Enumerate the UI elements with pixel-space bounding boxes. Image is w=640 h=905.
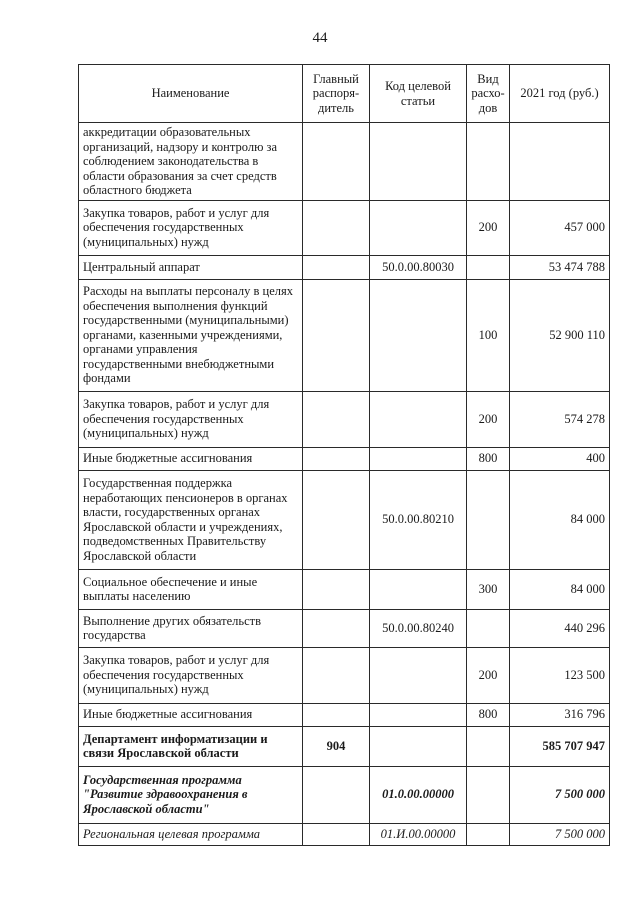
row-amount: 316 796 (510, 703, 610, 726)
row-manager (303, 391, 370, 447)
header-target-code: Код целевой статьи (370, 65, 467, 123)
row-amount: 84 000 (510, 470, 610, 569)
header-main-manager: Главный распоря-дитель (303, 65, 370, 123)
table-row (79, 279, 610, 391)
row-manager: 904 (303, 726, 370, 766)
row-manager (303, 569, 370, 609)
row-type (467, 766, 510, 823)
row-name: Расходы на выплаты персоналу в целях обеспечения выполнения функций государственными (муниципальными) органами, казенными учреждениями, органами управления государственными внебюджетными фондами (79, 279, 303, 391)
row-amount: 7 500 000 (510, 823, 610, 845)
row-type: 200 (467, 647, 510, 703)
row-type: 100 (467, 279, 510, 391)
row-manager (303, 703, 370, 726)
table-row (79, 609, 610, 647)
row-name: Центральный аппарат (79, 255, 303, 279)
row-type: 800 (467, 447, 510, 470)
row-manager (303, 255, 370, 279)
table-row (79, 200, 610, 255)
row-name: Иные бюджетные ассигнования (79, 447, 303, 470)
row-name: Департамент информатизации и связи Ярославской области (79, 726, 303, 766)
row-code (370, 569, 467, 609)
row-type (467, 255, 510, 279)
row-code (370, 447, 467, 470)
table-row (79, 703, 610, 726)
row-name: Региональная целевая программа (79, 823, 303, 845)
table-row (79, 255, 610, 279)
row-code (370, 123, 467, 201)
row-manager (303, 766, 370, 823)
row-manager (303, 123, 370, 201)
row-code: 01.0.00.00000 (370, 766, 467, 823)
table-row (79, 470, 610, 569)
row-manager (303, 647, 370, 703)
row-amount: 7 500 000 (510, 766, 610, 823)
table-row (79, 447, 610, 470)
row-amount: 400 (510, 447, 610, 470)
row-manager (303, 470, 370, 569)
row-amount: 84 000 (510, 569, 610, 609)
header-year-amount: 2021 год (руб.) (510, 65, 610, 123)
row-code (370, 726, 467, 766)
row-code (370, 703, 467, 726)
table-row (79, 569, 610, 609)
row-amount: 585 707 947 (510, 726, 610, 766)
row-name: аккредитации образовательных организаций, надзору и контролю за соблюдением законодательства в области образования за счет средств областного бюджета (79, 123, 303, 201)
row-type (467, 823, 510, 845)
row-amount: 53 474 788 (510, 255, 610, 279)
row-name: Выполнение других обязательств государства (79, 609, 303, 647)
table-row-department (79, 726, 610, 766)
row-manager (303, 823, 370, 845)
row-code (370, 391, 467, 447)
header-expense-type: Вид расхо-дов (467, 65, 510, 123)
row-manager (303, 200, 370, 255)
row-amount: 440 296 (510, 609, 610, 647)
row-type (467, 726, 510, 766)
header-name: Наименование (79, 65, 303, 123)
row-type: 800 (467, 703, 510, 726)
row-type: 300 (467, 569, 510, 609)
row-amount: 123 500 (510, 647, 610, 703)
row-type (467, 609, 510, 647)
row-name: Социальное обеспечение и иные выплаты населению (79, 569, 303, 609)
row-name: Государственная программа "Развитие здравоохранения в Ярославской области" (79, 766, 303, 823)
row-code (370, 279, 467, 391)
row-manager (303, 447, 370, 470)
row-type: 200 (467, 200, 510, 255)
page-number: 44 (312, 30, 328, 46)
row-manager (303, 609, 370, 647)
row-code (370, 647, 467, 703)
row-code: 50.0.00.80210 (370, 470, 467, 569)
table-header-row (79, 65, 610, 123)
row-amount: 52 900 110 (510, 279, 610, 391)
table-row (79, 647, 610, 703)
table-row (79, 123, 610, 201)
row-name: Государственная поддержка неработающих пенсионеров в органах власти, государственных органах Ярославской области и учреждениях, подведомственных Правительству Ярославской области (79, 470, 303, 569)
row-code: 01.И.00.00000 (370, 823, 467, 845)
row-code: 50.0.00.80030 (370, 255, 467, 279)
row-amount: 574 278 (510, 391, 610, 447)
row-name: Иные бюджетные ассигнования (79, 703, 303, 726)
row-type (467, 123, 510, 201)
row-amount (510, 123, 610, 201)
row-name: Закупка товаров, работ и услуг для обеспечения государственных (муниципальных) нужд (79, 391, 303, 447)
table-row-program (79, 766, 610, 823)
table-row (79, 391, 610, 447)
row-type (467, 470, 510, 569)
row-code (370, 200, 467, 255)
row-code: 50.0.00.80240 (370, 609, 467, 647)
row-name: Закупка товаров, работ и услуг для обеспечения государственных (муниципальных) нужд (79, 200, 303, 255)
row-name: Закупка товаров, работ и услуг для обеспечения государственных (муниципальных) нужд (79, 647, 303, 703)
row-manager (303, 279, 370, 391)
row-type: 200 (467, 391, 510, 447)
row-amount: 457 000 (510, 200, 610, 255)
budget-table (78, 64, 610, 846)
table-row-subprogram (79, 823, 610, 845)
